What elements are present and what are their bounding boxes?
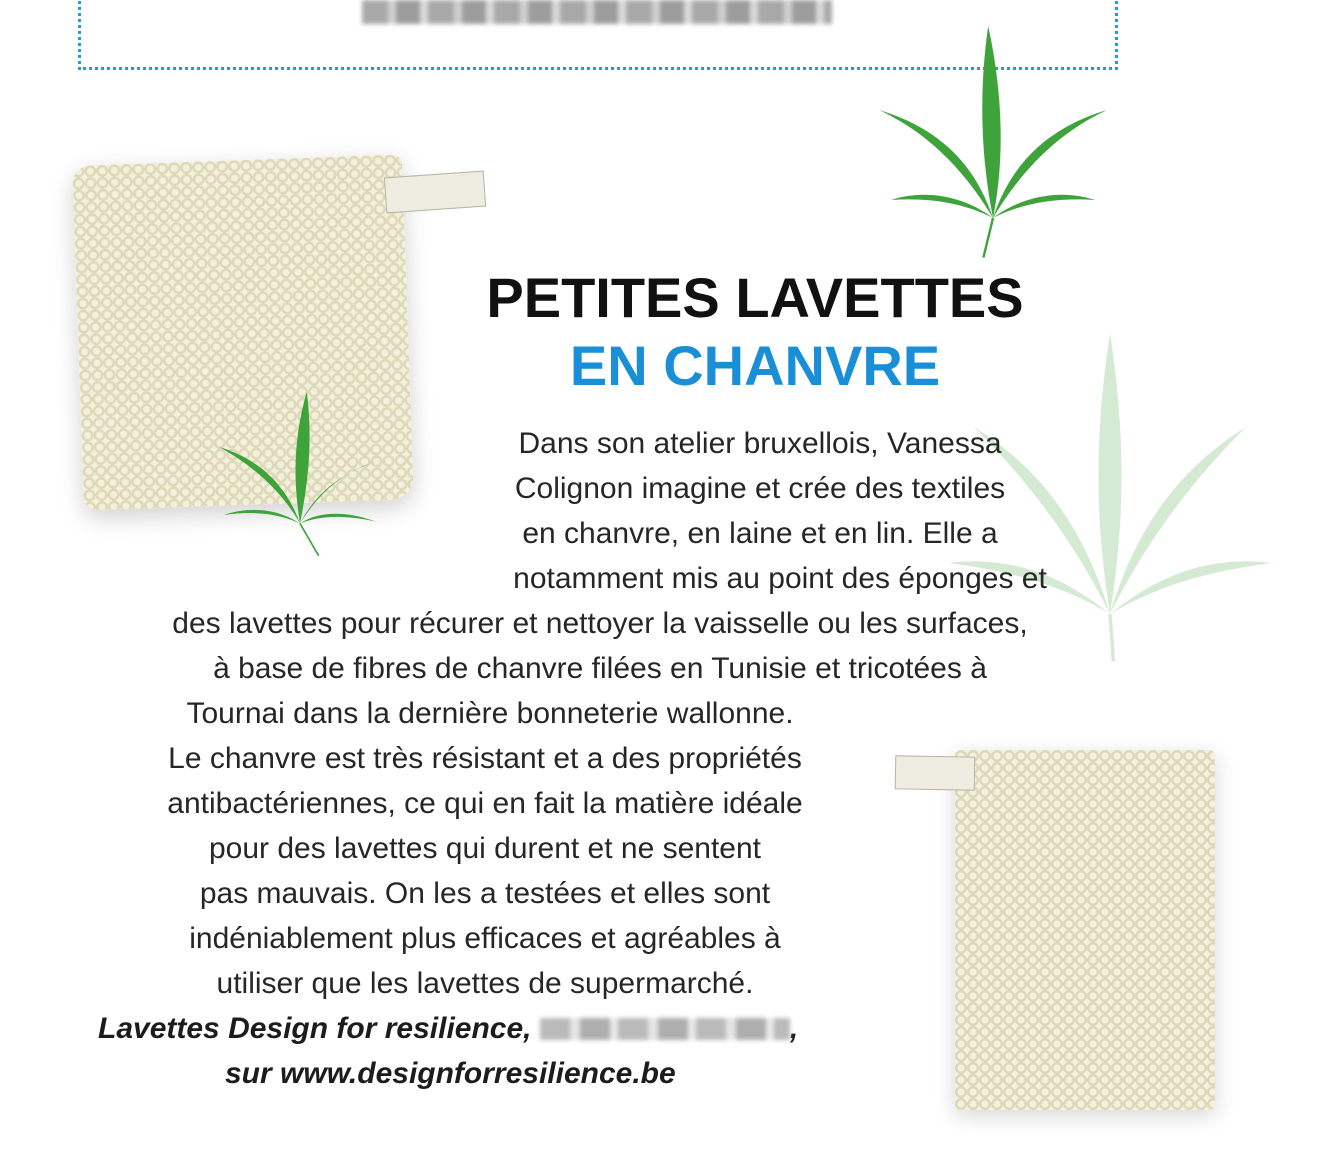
body-line: indéniablement plus efficaces et agréables à (189, 922, 781, 955)
article-subtitle: EN CHANVRE (569, 334, 941, 397)
hemp-leaf-icon (215, 385, 385, 560)
body-line: antibactériennes, ce qui en fait la matière idéale (167, 787, 803, 820)
credit-brand: Lavettes Design for resilience, (98, 1012, 532, 1045)
body-line: notamment mis au point des éponges et (513, 562, 1047, 595)
body-line: pas mauvais. On les a testées et elles sont (199, 877, 771, 910)
body-line: Colignon imagine et crée des textiles (514, 472, 1006, 505)
body-line: des lavettes pour récurer et nettoyer la vaisselle ou les surfaces, (172, 607, 1028, 640)
body-line: pour des lavettes qui durent et ne sentent (208, 832, 762, 865)
body-line: Dans son atelier bruxellois, Vanessa (518, 427, 1002, 460)
body-line: en chanvre, en laine et en lin. Elle a (522, 517, 998, 550)
body-line: utiliser que les lavettes de supermarché. (216, 967, 754, 1000)
article-title: PETITES LAVETTES (486, 266, 1024, 329)
body-line: à base de fibres de chanvre filées en Tunisie et tricotées à (213, 652, 987, 685)
hemp-leaf-icon (868, 20, 1118, 260)
credit-line-2: sur www.designforresilience.be (225, 1057, 676, 1090)
body-line: Le chanvre est très résistant et a des propriétés (168, 742, 802, 775)
blurred-price (540, 1018, 790, 1040)
hemp-cloth-photo-2 (955, 750, 1215, 1110)
blurred-header-text (362, 0, 832, 24)
body-line: Tournai dans la dernière bonneterie wallonne. (186, 697, 794, 730)
cloth-label-tag (384, 171, 486, 214)
credit-line-1 (98, 1009, 798, 1049)
credit-comma: , (789, 1012, 799, 1045)
